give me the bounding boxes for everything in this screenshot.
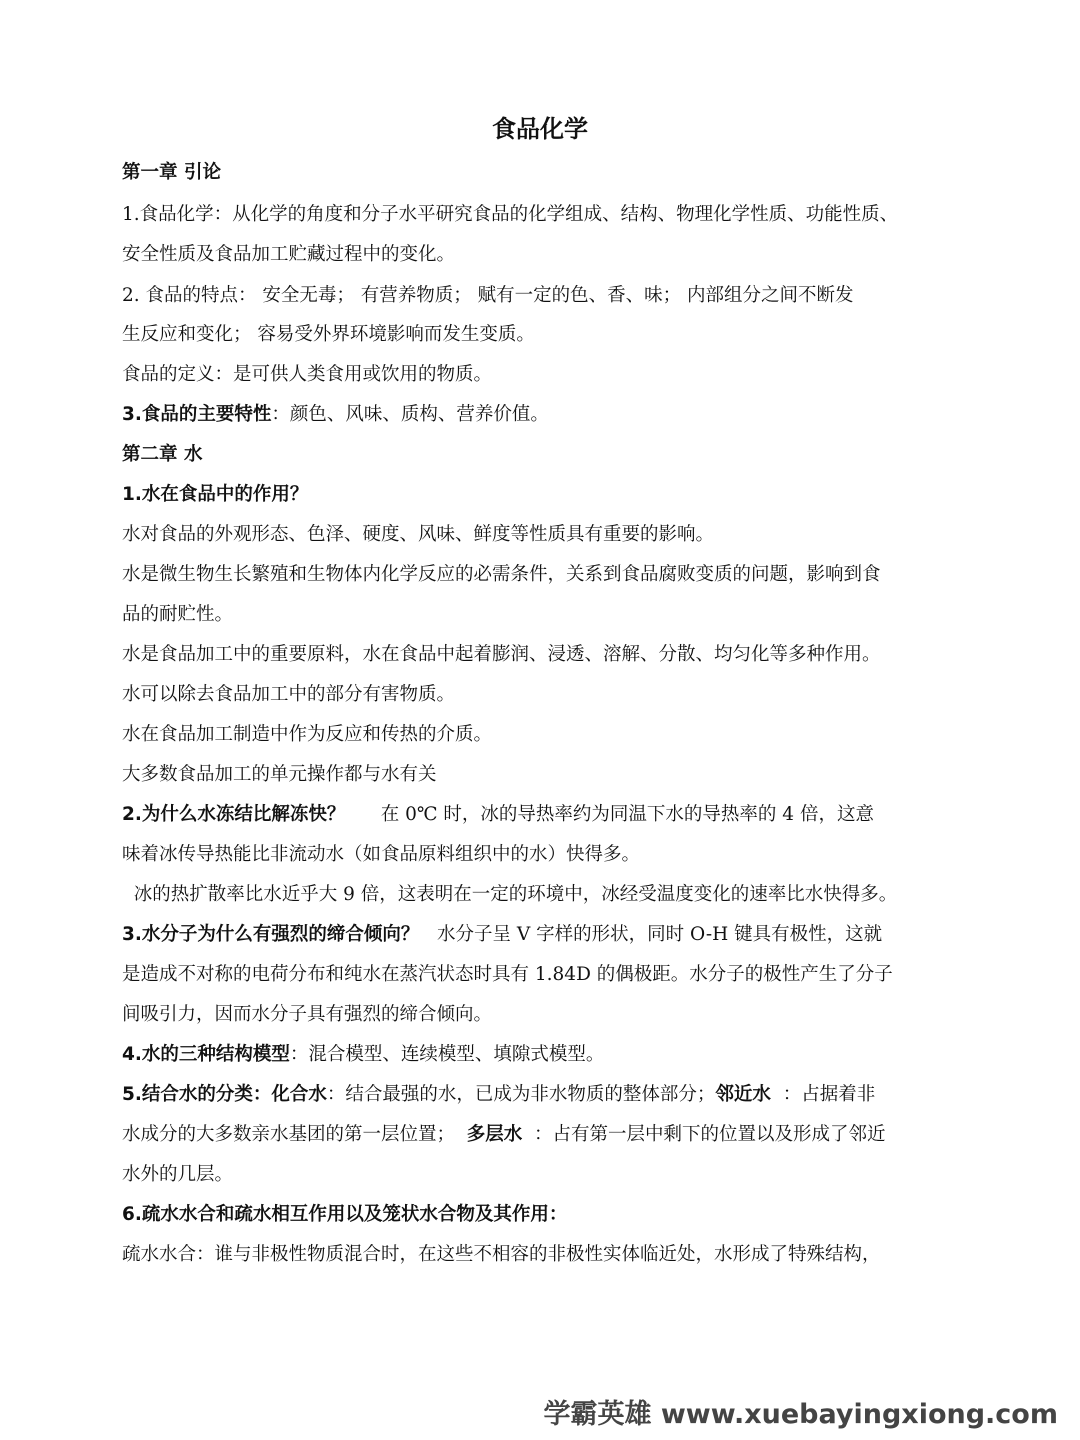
chapter-2-heading: 第二章 水	[122, 444, 203, 465]
question-heading: 3.水分子为什么有强烈的缔合倾向？	[122, 924, 420, 945]
bold-term: 邻近水	[715, 1084, 771, 1105]
term-text: ：颜色、风味、质构、营养价值。	[271, 404, 549, 425]
paragraph-line: 疏水水合：谁与非极性物质混合时，在这些不相容的非极性实体临近处，水形成了特殊结构，	[122, 1244, 881, 1265]
term-text: 水成分的大多数亲水基团的第一层位置；	[122, 1124, 467, 1145]
paragraph-line: 水是食品加工中的重要原料，水在食品中起着膨润、浸透、溶解、分散、均匀化等多种作用。	[122, 644, 881, 665]
paragraph-line: 1.食品化学：从化学的角度和分子水平研究食品的化学组成、结构、物理化学性质、功能性质、	[122, 204, 899, 225]
paragraph-line	[122, 1042, 962, 1068]
paragraph-line: 2. 食品的特点： 安全无毒； 有营养物质； 赋有一定的色、香、味； 内部组分之间不断发	[122, 285, 854, 306]
paragraph-line: 品的耐贮性。	[122, 604, 234, 625]
bold-term: 3.食品的主要特性	[122, 404, 272, 425]
paragraph-line: 食品的定义：是可供人类食用或饮用的物质。	[122, 364, 493, 385]
term-text: ：混合模型、连续模型、填隙式模型。	[289, 1044, 605, 1065]
paragraph-line: 生反应和变化； 容易受外界环境影响而发生变质。	[122, 324, 535, 345]
answer-text: 在 0℃ 时，冰的导热率约为同温下水的导热率的 4 倍，这意	[345, 804, 874, 825]
paragraph-line: 间吸引力，因而水分子具有强烈的缔合倾向。	[122, 1004, 493, 1025]
paragraph-line	[122, 922, 962, 948]
paragraph-line: 水在食品加工制造中作为反应和传热的介质。	[122, 724, 493, 745]
paragraph-line: 大多数食品加工的单元操作都与水有关	[122, 764, 437, 785]
paragraph-line: 冰的热扩散率比水近乎大 9 倍，这表明在一定的环境中，冰经受温度变化的速率比水快得多。	[122, 884, 898, 905]
footer-watermark: 学霸英雄 www.xuebayingxiong.com	[543, 1399, 1058, 1430]
paragraph-line	[122, 1082, 962, 1108]
paragraph-line: 水外的几层。	[122, 1164, 234, 1185]
paragraph-line: 是造成不对称的电荷分布和纯水在蒸汽状态时具有 1.84D 的偶极距。水分子的极性产生了分子	[122, 964, 893, 985]
bold-term: 5.结合水的分类：化合水	[122, 1084, 327, 1105]
paragraph-line: 安全性质及食品加工贮藏过程中的变化。	[122, 244, 456, 265]
paragraph-line: 水是微生物生长繁殖和生物体内化学反应的必需条件，关系到食品腐败变质的问题，影响到食	[122, 564, 881, 585]
paragraph-line: 水可以除去食品加工中的部分有害物质。	[122, 684, 456, 705]
question-heading: 2.为什么水冻结比解冻快？	[122, 804, 346, 825]
question-heading: 1.水在食品中的作用？	[122, 484, 309, 505]
paragraph-line	[122, 1122, 962, 1148]
chapter-1-heading: 第一章 引论	[122, 162, 221, 183]
question-heading: 6.疏水水合和疏水相互作用以及笼状水合物及其作用：	[122, 1204, 568, 1225]
paragraph-line	[122, 802, 962, 828]
bold-term: 多层水	[466, 1124, 523, 1145]
answer-text: 水分子呈 V 字样的形状，同时 O-H 键具有极性，这就	[419, 924, 883, 945]
paragraph-line: 水对食品的外观形态、色泽、硬度、风味、鲜度等性质具有重要的影响。	[122, 524, 715, 545]
term-text: ：结合最强的水，已成为非水物质的整体部分；	[326, 1084, 716, 1105]
paragraph-line	[122, 402, 962, 428]
document-title: 食品化学	[492, 115, 588, 143]
paragraph-line: 味着冰传导热能比非流动水（如食品原料组织中的水）快得多。	[122, 844, 641, 865]
term-text: ：占有第一层中剩下的位置以及形成了邻近	[522, 1124, 886, 1145]
bold-term: 4.水的三种结构模型	[122, 1044, 290, 1065]
term-text: ：占据着非	[770, 1084, 876, 1105]
